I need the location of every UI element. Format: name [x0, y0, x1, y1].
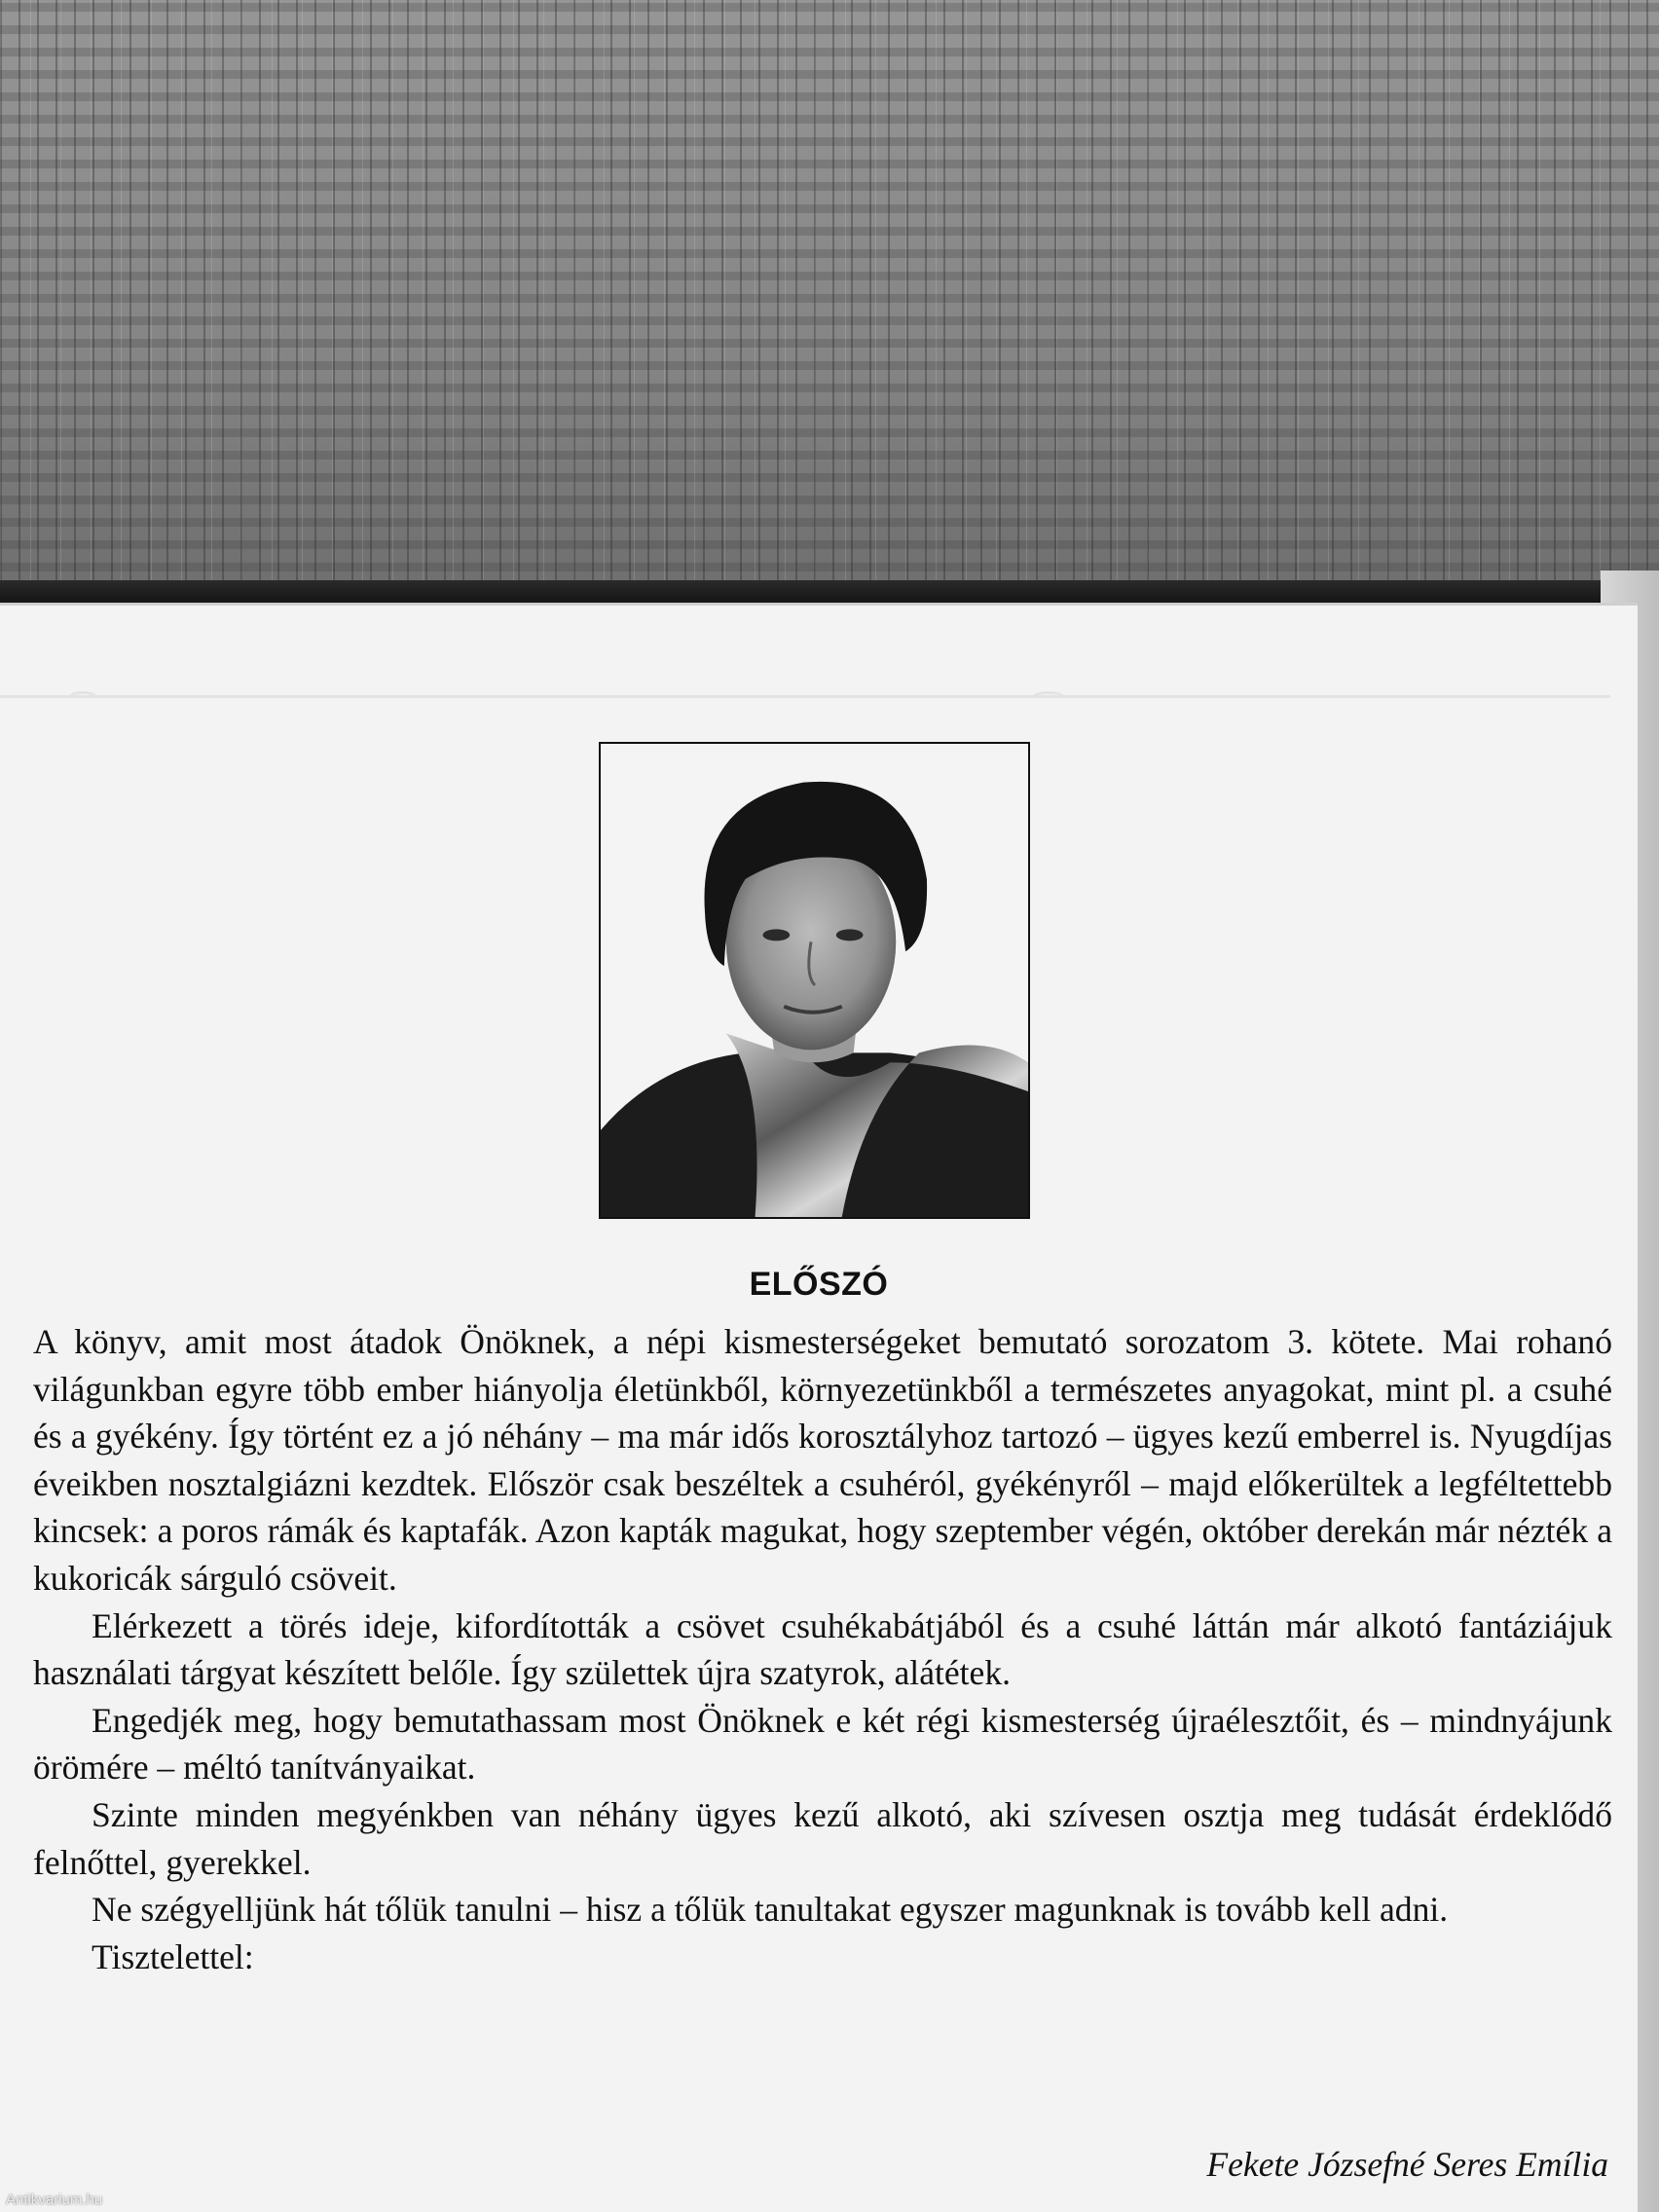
background-texture	[0, 0, 1659, 594]
paragraph: Szinte minden megyénkben van néhány ügyes kezű alkotó, aki szívesen osztja meg tudását érdeklődő felnőttel, gyerekkel.	[33, 1794, 1612, 1882]
foreword-text	[33, 1318, 1612, 1980]
paragraph: A könyv, amit most átadok Önöknek, a népi kismesterségeket bemutató sorozatom 3. kötete. Mai rohanó világunkban egyre több ember hiányolja életünkből, környezetünkből a természetes anyagokat, mint pl. a csuhé és a gyékény. Így történt ez a jó néhány – ma már idős korosztályhoz tartozó – ügyes kezű emberrel is. Nyugdíjas éveikben nosztalgiázni kezdtek. Először csak beszéltek a csuhéról, gyékényről – majd előkerültek a legféltettebb kincsek: a poros rámák és kaptafák. Azon kapták magukat, hogy szeptember végén, október derekán már nézték a kukoricák sárguló csöveit.	[33, 1322, 1612, 1598]
paragraph: Engedjék meg, hogy bemutathassam most Önöknek e két régi kismesterség újraélesztőit, és – mindnyájunk örömére – méltó tanítványaikat.	[33, 1700, 1612, 1788]
closing-line: Tisztelettel:	[92, 1936, 254, 1976]
portrait-photo	[601, 744, 1028, 1217]
author-signature: Fekete Józsefné Seres Emília	[1206, 2145, 1608, 2184]
decorative-rule	[0, 695, 1610, 698]
paragraph: Ne szégyelljünk hát tőlük tanulni – hisz a tőlük tanultakat egyszer magunknak is tovább kell adni.	[92, 1890, 1449, 1930]
watermark: Antikvarium.hu	[6, 2192, 103, 2208]
page-title: ELŐSZÓ	[749, 1266, 889, 1303]
paragraph: Elérkezett a törés ideje, kifordították a csövet csuhékabátjából és a csuhé láttán már alkotó fantáziájuk használati tárgyat készített belőle. Így születtek újra szatyrok, alátétek.	[33, 1605, 1612, 1693]
author-portrait	[599, 742, 1030, 1219]
book-page	[0, 606, 1638, 2212]
